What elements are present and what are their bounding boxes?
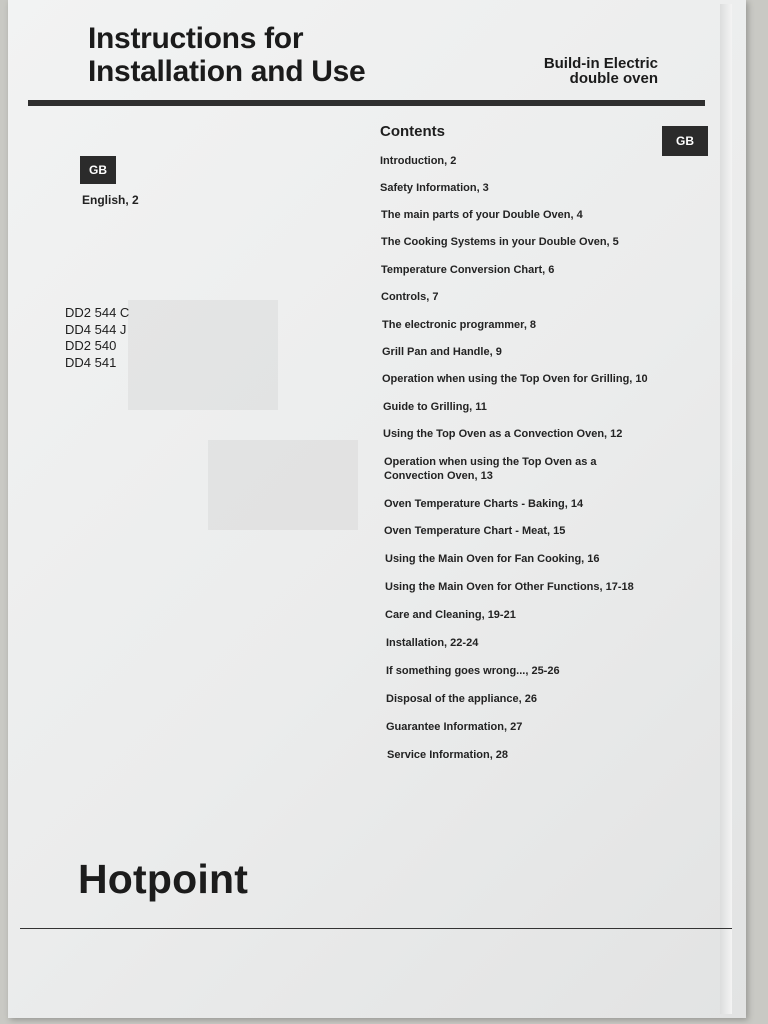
model-number: DD4 541 <box>65 354 117 370</box>
contents-country-badge: GB <box>662 126 708 156</box>
toc-item: Operation when using the Top Oven as a <box>384 456 597 468</box>
toc-item: Convection Oven, 13 <box>384 470 493 482</box>
page-title <box>88 22 365 88</box>
toc-item: Oven Temperature Chart - Meat, 15 <box>384 525 566 537</box>
subtitle-line-1: Build-in Electric <box>543 55 658 72</box>
toc-item: Guarantee Information, 27 <box>386 721 523 733</box>
language-entry: English, 2 <box>82 193 139 207</box>
model-number: DD2 540 <box>65 338 117 353</box>
toc-item: Guide to Grilling, 11 <box>383 401 487 413</box>
toc-item: Controls, 7 <box>381 291 439 303</box>
country-badge: GB <box>80 156 116 184</box>
toc-item: Oven Temperature Charts - Baking, 14 <box>384 498 584 510</box>
toc-item: Service Information, 28 <box>387 749 509 761</box>
toc-item: Operation when using the Top Oven for Grilling, 10 <box>382 373 648 385</box>
toc-item: Temperature Conversion Chart, 6 <box>381 264 555 276</box>
toc-item: The electronic programmer, 8 <box>382 319 537 331</box>
model-number: DD2 544 C <box>65 305 130 320</box>
show-through-shadow <box>128 300 278 410</box>
toc-item: Using the Top Oven as a Convection Oven, 12 <box>383 428 623 440</box>
product-subtitle <box>520 56 658 86</box>
title-line-2: Installation and Use <box>88 55 366 88</box>
toc-item: The Cooking Systems in your Double Oven, 5 <box>381 236 619 248</box>
contents-heading: Contents <box>380 123 445 140</box>
page-edge <box>720 4 732 1014</box>
toc-item: If something goes wrong..., 25-26 <box>386 665 560 677</box>
model-list <box>65 305 129 371</box>
toc-item: Using the Main Oven for Fan Cooking, 16 <box>385 553 600 565</box>
toc-item: The main parts of your Double Oven, 4 <box>381 209 583 221</box>
toc-item: Safety Information, 3 <box>380 182 489 194</box>
title-line-1: Instructions for <box>88 22 304 55</box>
toc-item: Grill Pan and Handle, 9 <box>382 346 502 358</box>
toc-item: Introduction, 2 <box>380 155 457 167</box>
toc-item: Disposal of the appliance, 26 <box>386 693 537 705</box>
show-through-shadow <box>208 440 358 530</box>
toc-item: Installation, 22-24 <box>386 637 479 649</box>
footer-divider <box>20 928 732 929</box>
model-number: DD4 544 J <box>65 321 127 337</box>
toc-item: Using the Main Oven for Other Functions, 17-18 <box>385 581 634 593</box>
header-divider <box>28 100 705 106</box>
toc-item: Care and Cleaning, 19-21 <box>385 609 516 621</box>
subtitle-line-2: double oven <box>569 70 658 87</box>
brand-logo: Hotpoint <box>78 856 249 902</box>
